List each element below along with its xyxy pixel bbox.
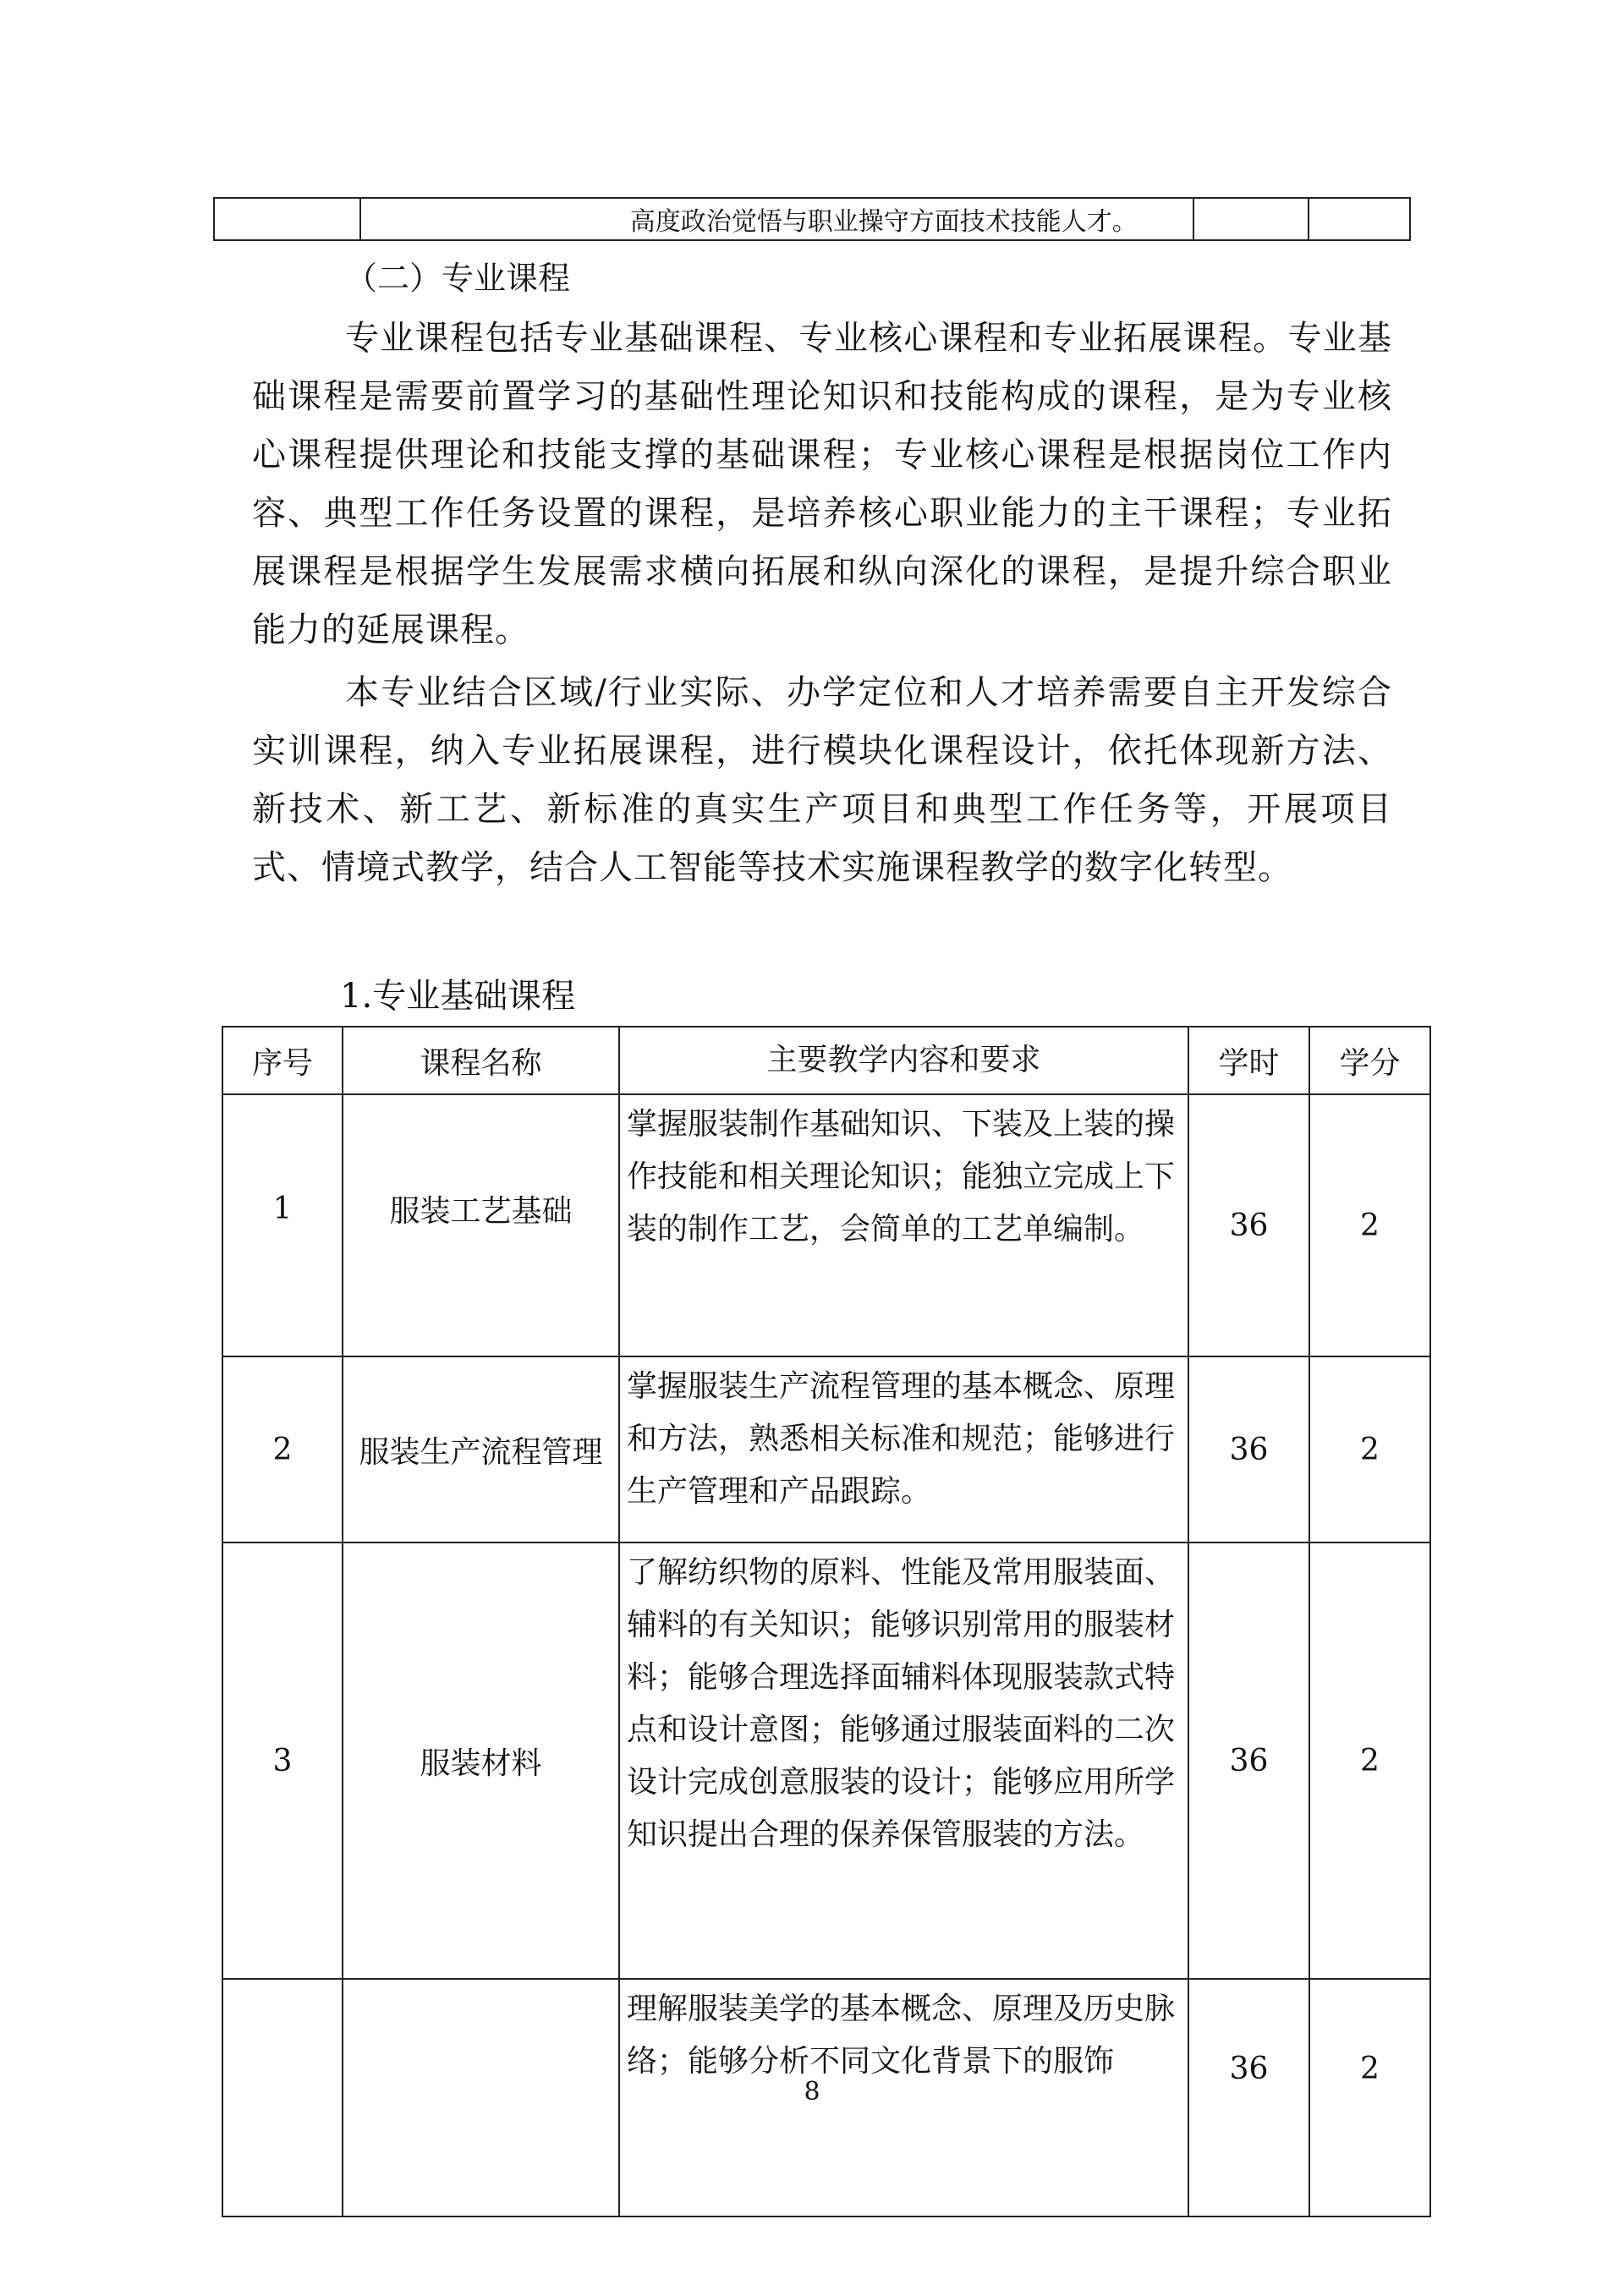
course-hours: 36 <box>1188 1543 1309 1979</box>
paragraph: 本专业结合区域/行业实际、办学定位和人才培养需要自主开发综合实训课程，纳入专业拓展课程，进行模块化课程设计，依托体现新方法、新技术、新工艺、新标准的真实生产项目和典型工作任务等，开展项目式、情境式教学，结合人工智能等技术实施课程教学的数字化转型。 <box>252 673 1392 887</box>
header-content: 主要教学内容和要求 <box>619 1027 1188 1094</box>
course-credit: 2 <box>1309 1543 1430 1979</box>
course-no: 3 <box>222 1543 343 1979</box>
course-name: 服装工艺基础 <box>343 1094 619 1356</box>
header-credit: 学分 <box>1309 1027 1430 1094</box>
course-name: 服装材料 <box>343 1543 619 1979</box>
course-name: 服装生产流程管理 <box>343 1356 619 1543</box>
course-content: 掌握服装制作基础知识、下装及上装的操作技能和相关理论知识；能独立完成上下装的制作工艺，会简单的工艺单编制。 <box>619 1094 1188 1356</box>
table-header-row <box>222 1027 1430 1094</box>
header-no: 序号 <box>222 1027 343 1094</box>
continuation-table <box>213 197 1411 241</box>
table-cell: 高度政治觉悟与职业操守方面技术技能人才。 <box>574 198 1193 240</box>
course-credit: 2 <box>1309 1094 1430 1356</box>
table-cell <box>214 198 360 240</box>
course-no: 1 <box>222 1094 343 1356</box>
course-credit: 2 <box>1309 1979 1430 2217</box>
header-hours: 学时 <box>1188 1027 1309 1094</box>
table-cell <box>1309 198 1410 240</box>
course-no: 2 <box>222 1356 343 1543</box>
course-credit: 2 <box>1309 1356 1430 1543</box>
table-row <box>214 198 1410 240</box>
course-hours: 36 <box>1188 1356 1309 1543</box>
header-name: 课程名称 <box>343 1027 619 1094</box>
page-number: 8 <box>804 2077 820 2107</box>
section-title: （二）专业课程 <box>345 260 571 297</box>
course-content: 了解纺织物的原料、性能及常用服装面、辅料的有关知识；能够识别常用的服装材料；能够合理选择面辅料体现服装款式特点和设计意图；能够通过服装面料的二次设计完成创意服装的设计；能够应用所学知识提出合理的保养保管服装的方法。 <box>619 1543 1188 1979</box>
table-row <box>222 1356 1430 1543</box>
subsection-title: 1.专业基础课程 <box>340 977 576 1016</box>
table-row <box>222 1543 1430 1979</box>
table-cell <box>360 198 575 240</box>
course-content: 理解服装美学的基本概念、原理及历史脉络；能够分析不同文化背景下的服饰 <box>619 1979 1188 2217</box>
table-row <box>222 1094 1430 1356</box>
paragraph: 专业课程包括专业基础课程、专业核心课程和专业拓展课程。专业基础课程是需要前置学习的基础性理论知识和技能构成的课程，是为专业核心课程提供理论和技能支撑的基础课程；专业核心课程是根据岗位工作内容、典型工作任务设置的课程，是培养核心职业能力的主干课程；专业拓展课程是根据学生发展需求横向拓展和纵向深化的课程，是提升综合职业能力的延展课程。 <box>252 319 1392 649</box>
course-hours: 36 <box>1188 1979 1309 2217</box>
course-hours: 36 <box>1188 1094 1309 1356</box>
table-cell <box>1193 198 1309 240</box>
course-content: 掌握服装生产流程管理的基本概念、原理和方法，熟悉相关标准和规范；能够进行生产管理和产品跟踪。 <box>619 1356 1188 1543</box>
course-table <box>222 1026 1431 2217</box>
